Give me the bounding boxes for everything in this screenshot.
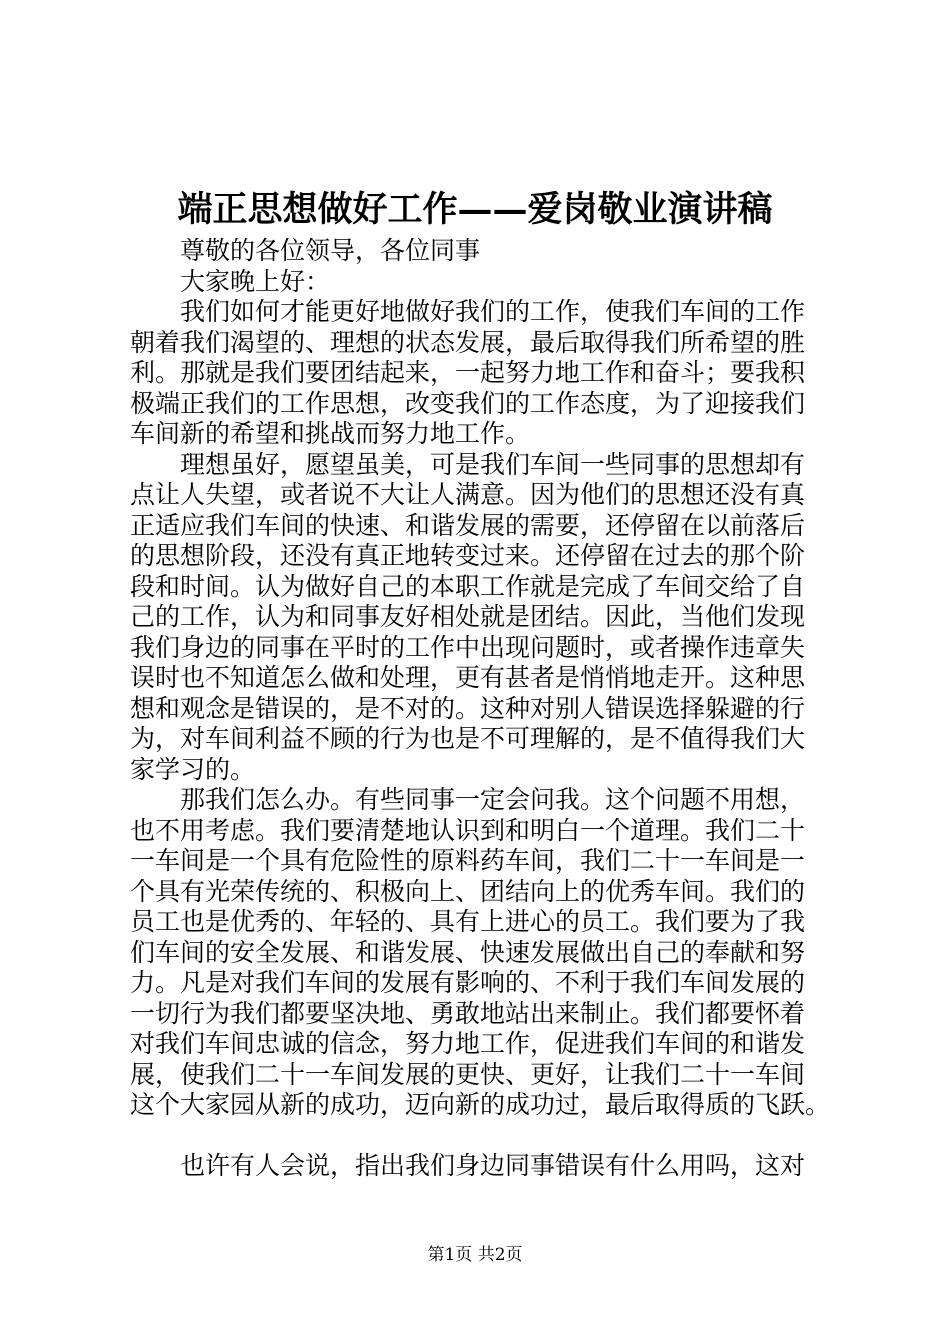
- paragraph-4-line-1: 也许有人会说，指出我们身边同事错误有什么用吗，这对: [180, 1151, 806, 1180]
- paragraph-2-line-2: 点让人失望，或者说不大让人满意。因为他们的思想还没有真: [130, 480, 806, 509]
- paragraph-2-line-10: 为，对车间利益不顾的行为也是不可理解的，是不值得我们大: [130, 724, 806, 753]
- paragraph-3-line-6: 们车间的安全发展、和谐发展、快速发展做出自己的奉献和努: [130, 937, 806, 967]
- page-footer: 第1页 共2页: [427, 1245, 523, 1265]
- paragraph-3-line-7: 力。凡是对我们车间的发展有影响的、不利于我们车间发展的: [130, 968, 806, 997]
- paragraph-2-line-8: 误时也不知道怎么做和处理，更有甚者是悄悄地走开。这种思: [130, 663, 806, 692]
- paragraph-1-line-3: 利。那就是我们要团结起来，一起努力地工作和奋斗；要我积: [130, 358, 806, 387]
- paragraph-3-line-5: 员工也是优秀的、年轻的、具有上进心的员工。我们要为了我: [130, 907, 806, 936]
- paragraph-2-line-1: 理想虽好，愿望虽美，可是我们车间一些同事的思想却有: [180, 449, 806, 479]
- document-body: [130, 236, 830, 1182]
- paragraph-3-line-3: 一车间是一个具有危险性的原料药车间，我们二十一车间是一: [130, 846, 806, 875]
- paragraph-2-line-5: 段和时间。认为做好自己的本职工作就是完成了车间交给了自: [130, 571, 806, 601]
- paragraph-3-line-2: 也不用考虑。我们要清楚地认识到和明白一个道理。我们二十: [130, 815, 806, 845]
- paragraph-2-line-4: 的思想阶段，还没有真正地转变过来。还停留在过去的那个阶: [130, 541, 806, 570]
- paragraph-3-line-9: 对我们车间忠诚的信念，努力地工作，促进我们车间的和谐发: [130, 1029, 806, 1058]
- paragraph-3-line-1: 那我们怎么办。有些同事一定会问我。这个问题不用想，: [180, 785, 806, 814]
- document-title: 端正思想做好工作——爱岗敬业演讲稿: [177, 189, 773, 230]
- paragraph-1-line-1: 我们如何才能更好地做好我们的工作，使我们车间的工作: [180, 297, 806, 326]
- paragraph-2-line-7: 我们身边的同事在平时的工作中出现问题时，或者操作违章失: [130, 632, 806, 662]
- paragraph-3-line-11: 这个大家园从新的成功，迈向新的成功过，最后取得质的飞跃。: [130, 1090, 831, 1119]
- greeting: 大家晚上好：: [180, 266, 331, 296]
- paragraph-2-line-3: 正适应我们车间的快速、和谐发展的需要，还停留在以前落后: [130, 510, 806, 540]
- paragraph-3-line-8: 一切行为我们都要坚决地、勇敢地站出来制止。我们都要怀着: [130, 998, 806, 1028]
- salutation: 尊敬的各位领导，各位同事: [180, 236, 481, 265]
- paragraph-2-line-11: 家学习的。: [130, 754, 256, 784]
- paragraph-2-line-9: 想和观念是错误的，是不对的。这种对别人错误选择躲避的行: [130, 693, 806, 723]
- paragraph-1-line-5: 车间新的希望和挑战而努力地工作。: [130, 419, 531, 448]
- paragraph-1-line-2: 朝着我们渴望的、理想的状态发展，最后取得我们所希望的胜: [130, 327, 806, 357]
- paragraph-1-line-4: 极端正我们的工作思想，改变我们的工作态度，为了迎接我们: [130, 388, 806, 418]
- paragraph-3-line-10: 展，使我们二十一车间发展的更快、更好，让我们二十一车间: [130, 1059, 806, 1089]
- paragraph-3-line-4: 个具有光荣传统的、积极向上、团结向上的优秀车间。我们的: [130, 876, 806, 906]
- paragraph-gap: [130, 1121, 830, 1152]
- paragraph-2-line-6: 己的工作，认为和同事友好相处就是团结。因此，当他们发现: [130, 602, 806, 631]
